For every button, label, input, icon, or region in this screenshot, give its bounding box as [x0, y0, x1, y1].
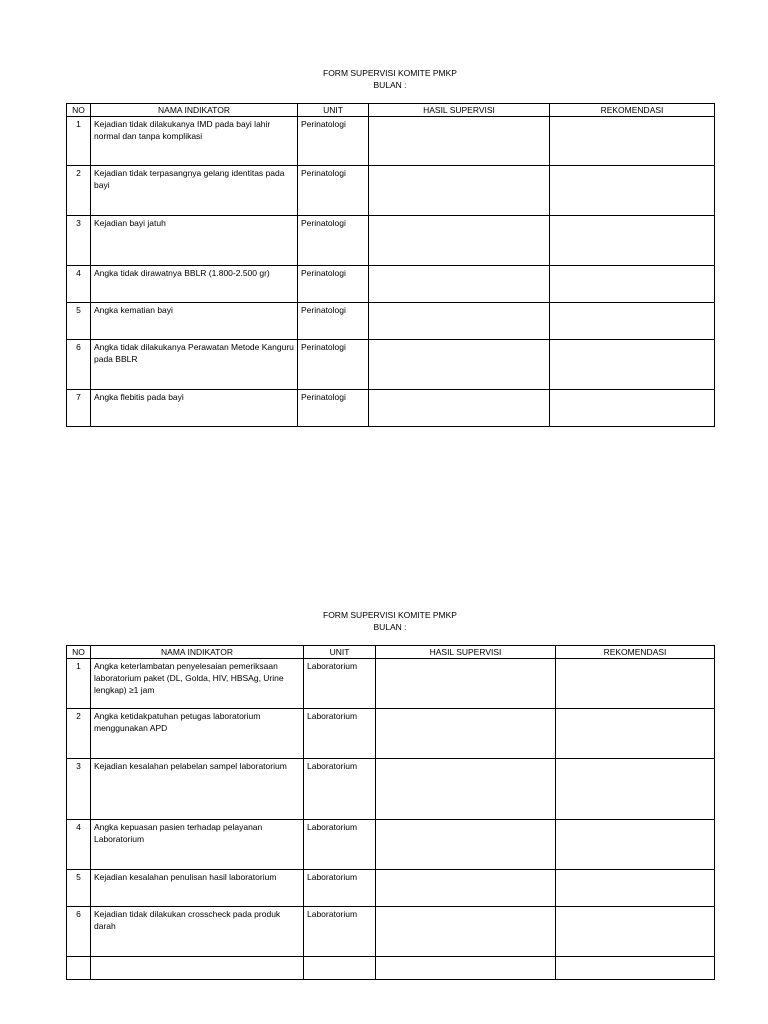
row-indicator: Kejadian tidak dilakukanya IMD pada bayi lahir normal dan tanpa komplikasi: [91, 117, 298, 166]
row-indicator: Kejadian kesalahan pelabelan sampel laboratorium: [91, 759, 304, 820]
row-indicator: Kejadian kesalahan penulisan hasil laboratorium: [91, 870, 304, 907]
row-unit: Perinatologi: [298, 266, 369, 303]
table-header-row: [67, 646, 715, 659]
row-unit: Perinatologi: [298, 340, 369, 390]
row-result-cell[interactable]: [376, 709, 556, 759]
row-recommendation-cell[interactable]: [550, 390, 715, 427]
form-title: FORM SUPERVISI KOMITE PMKP: [323, 610, 457, 620]
row-recommendation-cell[interactable]: [550, 303, 715, 340]
row-no: 5: [67, 303, 91, 340]
row-recommendation-cell[interactable]: [556, 870, 715, 907]
header-no: NO: [67, 646, 91, 659]
table-row: [67, 709, 715, 759]
header-indicator: NAMA INDIKATOR: [91, 104, 298, 117]
row-unit: [304, 957, 376, 980]
row-unit: Laboratorium: [304, 759, 376, 820]
row-indicator: Angka tidak dirawatnya BBLR (1.800-2.500 gr): [91, 266, 298, 303]
header-result: HASIL SUPERVISI: [376, 646, 556, 659]
row-no: 6: [67, 340, 91, 390]
row-result-cell[interactable]: [369, 216, 550, 266]
row-recommendation-cell[interactable]: [556, 957, 715, 980]
row-recommendation-cell[interactable]: [550, 340, 715, 390]
row-recommendation-cell[interactable]: [556, 820, 715, 870]
row-unit: Perinatologi: [298, 166, 369, 216]
row-unit: Laboratorium: [304, 820, 376, 870]
row-result-cell[interactable]: [369, 166, 550, 216]
table-row: [67, 340, 715, 390]
row-indicator: [91, 957, 304, 980]
row-recommendation-cell[interactable]: [550, 266, 715, 303]
row-result-cell[interactable]: [369, 117, 550, 166]
row-no: 4: [67, 266, 91, 303]
row-result-cell[interactable]: [376, 957, 556, 980]
table-row: [67, 659, 715, 709]
row-no: 3: [67, 216, 91, 266]
table-row: [67, 907, 715, 957]
row-no: 1: [67, 117, 91, 166]
table-row: [67, 303, 715, 340]
form-month-label: BULAN :: [373, 80, 407, 90]
form-month-label: BULAN :: [373, 622, 407, 632]
table-row: [67, 870, 715, 907]
header-recommendation: REKOMENDASI: [550, 104, 715, 117]
row-indicator: Angka kepuasan pasien terhadap pelayanan Laboratorium: [91, 820, 304, 870]
row-result-cell[interactable]: [376, 870, 556, 907]
table-row: [67, 166, 715, 216]
table-row: [67, 216, 715, 266]
row-no: 4: [67, 820, 91, 870]
table-row: [67, 266, 715, 303]
row-result-cell[interactable]: [369, 303, 550, 340]
row-indicator: Angka ketidakpatuhan petugas laboratorium menggunakan APD: [91, 709, 304, 759]
table-header-row: [67, 104, 715, 117]
row-indicator: Kejadian bayi jatuh: [91, 216, 298, 266]
row-unit: Perinatologi: [298, 117, 369, 166]
row-no: 2: [67, 166, 91, 216]
row-result-cell[interactable]: [376, 820, 556, 870]
row-unit: Perinatologi: [298, 216, 369, 266]
row-indicator: Angka kematian bayi: [91, 303, 298, 340]
row-recommendation-cell[interactable]: [556, 907, 715, 957]
header-unit: UNIT: [304, 646, 376, 659]
row-indicator: Angka tidak dilakukanya Perawatan Metode Kanguru pada BBLR: [91, 340, 298, 390]
row-result-cell[interactable]: [369, 340, 550, 390]
table-row: [67, 957, 715, 980]
row-no: 7: [67, 390, 91, 427]
row-recommendation-cell[interactable]: [550, 117, 715, 166]
header-unit: UNIT: [298, 104, 369, 117]
supervision-table: [66, 103, 715, 427]
row-no: 1: [67, 659, 91, 709]
form-laboratorium: [66, 609, 714, 980]
row-unit: Perinatologi: [298, 390, 369, 427]
row-result-cell[interactable]: [369, 266, 550, 303]
row-result-cell[interactable]: [369, 390, 550, 427]
header-result: HASIL SUPERVISI: [369, 104, 550, 117]
table-row: [67, 820, 715, 870]
row-no: [67, 957, 91, 980]
table-row: [67, 117, 715, 166]
header-recommendation: REKOMENDASI: [556, 646, 715, 659]
row-recommendation-cell[interactable]: [550, 216, 715, 266]
row-result-cell[interactable]: [376, 759, 556, 820]
form-perinatologi: [66, 67, 714, 427]
row-unit: Laboratorium: [304, 907, 376, 957]
row-unit: Laboratorium: [304, 870, 376, 907]
row-indicator: Kejadian tidak terpasangnya gelang identitas pada bayi: [91, 166, 298, 216]
supervision-table: [66, 645, 715, 980]
row-unit: Perinatologi: [298, 303, 369, 340]
row-unit: Laboratorium: [304, 659, 376, 709]
row-recommendation-cell[interactable]: [556, 759, 715, 820]
row-no: 3: [67, 759, 91, 820]
row-recommendation-cell[interactable]: [550, 166, 715, 216]
row-recommendation-cell[interactable]: [556, 659, 715, 709]
row-no: 2: [67, 709, 91, 759]
row-indicator: Kejadian tidak dilakukan crosscheck pada produk darah: [91, 907, 304, 957]
row-unit: Laboratorium: [304, 709, 376, 759]
row-result-cell[interactable]: [376, 659, 556, 709]
header-no: NO: [67, 104, 91, 117]
form-title: FORM SUPERVISI KOMITE PMKP: [323, 68, 457, 78]
row-no: 5: [67, 870, 91, 907]
table-row: [67, 759, 715, 820]
row-no: 6: [67, 907, 91, 957]
row-result-cell[interactable]: [376, 907, 556, 957]
header-indicator: NAMA INDIKATOR: [91, 646, 304, 659]
row-indicator: Angka flebitis pada bayi: [91, 390, 298, 427]
row-recommendation-cell[interactable]: [556, 709, 715, 759]
row-indicator: Angka keterlambatan penyelesaian pemeriksaan laboratorium paket (DL, Golda, HIV, HBSAg, Urine lengkap) ≥1 jam: [91, 659, 304, 709]
table-row: [67, 390, 715, 427]
